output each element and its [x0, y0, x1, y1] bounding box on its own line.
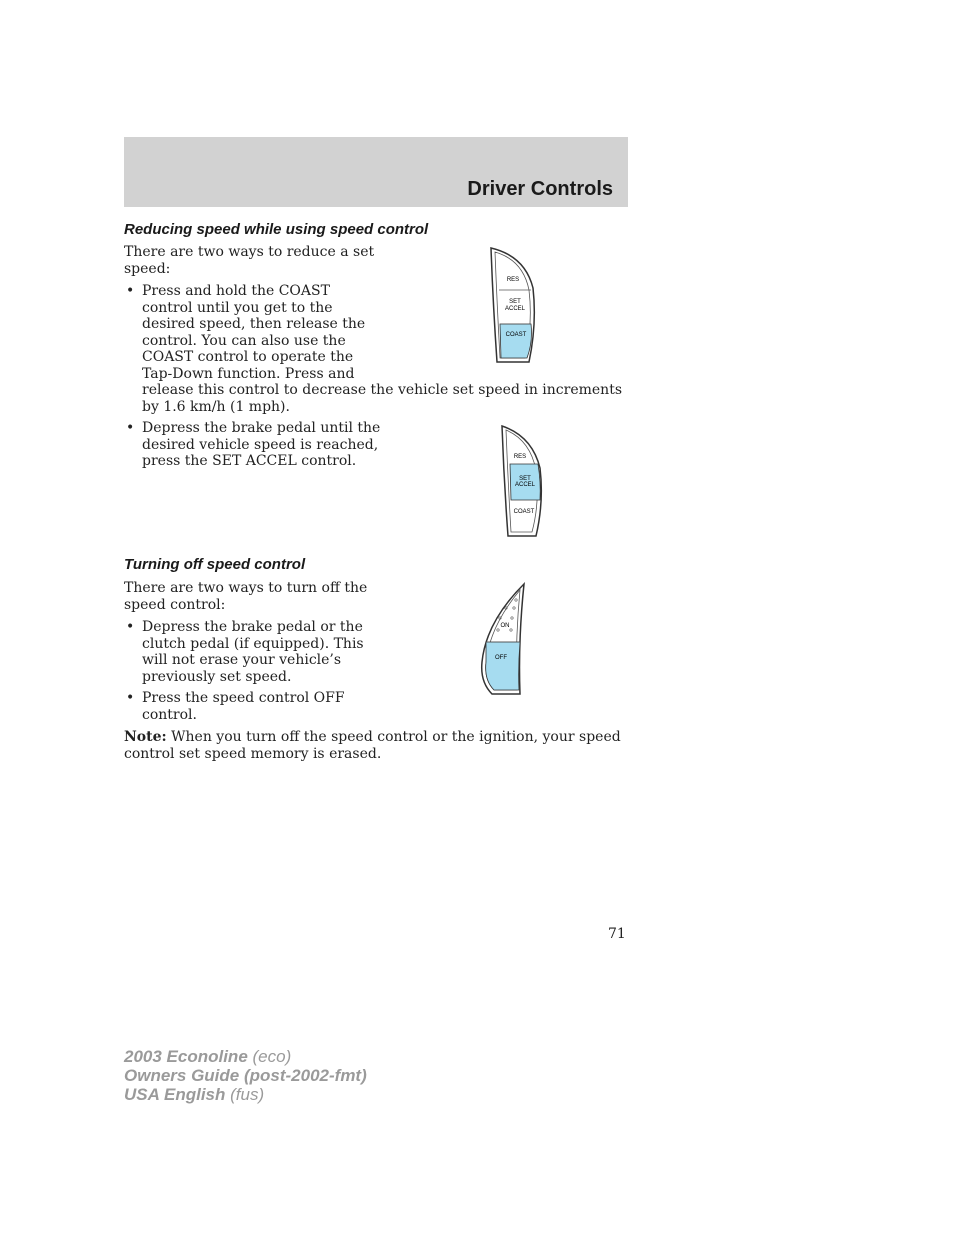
speed-control-coast-illustration [485, 244, 545, 366]
section-heading-reducing-speed: Reducing speed while using speed control [124, 221, 429, 238]
note-text: When you turn off the speed control or the ignition, your speed control set speed memory is erased. [124, 729, 621, 762]
section2-bullet-1 [124, 619, 374, 685]
section1-intro: There are two ways to reduce a set speed: [124, 244, 375, 277]
res-label: RES [513, 454, 527, 460]
footer-line-1 [124, 1047, 367, 1066]
accel-label: ACCEL [504, 306, 526, 312]
page-number: 71 [608, 926, 626, 942]
coast-label: COAST [505, 332, 527, 338]
set-label: SET [509, 299, 521, 305]
document-footer [124, 1047, 367, 1104]
header-band [124, 137, 628, 207]
speed-control-set-accel-illustration [496, 422, 548, 540]
page-title: Driver Controls [467, 178, 613, 200]
accel-label: ACCEL [514, 482, 536, 488]
bullet-text: Press the speed control OFF control. [142, 690, 345, 723]
set-label: SET [519, 476, 531, 482]
footer-language-code: (fus) [225, 1085, 265, 1104]
bullet-dot: • [126, 690, 135, 706]
bullet-dot: • [126, 420, 135, 436]
res-label: RES [506, 277, 520, 283]
bullet-text: Depress the brake pedal until the desired vehicle speed is reached, press the SET ACCEL control. [142, 420, 381, 469]
on-label: ON [500, 623, 510, 629]
section1-bullet-1 [124, 283, 628, 415]
bullet-text-part1: Press and hold the COAST control until you get to the desired speed, then release the control. You can also use the COAST control to operate the Tap-Down function. Press and [142, 283, 366, 382]
off-label: OFF [495, 655, 507, 661]
footer-model: 2003 Econoline [124, 1047, 248, 1066]
note-label: Note: [124, 729, 167, 745]
bullet-text: Depress the brake pedal or the clutch pedal (if equipped). This will not erase your vehicle’s previously set speed. [142, 619, 364, 685]
note-paragraph [124, 729, 628, 762]
section2-bullet-2 [124, 690, 374, 723]
bullet-dot: • [126, 283, 135, 299]
coast-label: COAST [513, 509, 535, 515]
footer-line-3 [124, 1085, 367, 1104]
section2-intro: There are two ways to turn off the speed control: [124, 580, 368, 613]
footer-model-code: (eco) [247, 1047, 292, 1066]
speed-control-off-illustration [478, 582, 530, 698]
bullet-dot: • [126, 619, 135, 635]
bullet-text-part2: release this control to decrease the vehicle set speed in increments by 1.6 km/h (1 mph). [142, 382, 622, 415]
footer-language: USA English [124, 1085, 226, 1104]
footer-line-2: Owners Guide (post-2002-fmt) [124, 1066, 367, 1085]
section-heading-turning-off: Turning off speed control [124, 556, 306, 573]
section1-bullet-2 [124, 420, 384, 470]
